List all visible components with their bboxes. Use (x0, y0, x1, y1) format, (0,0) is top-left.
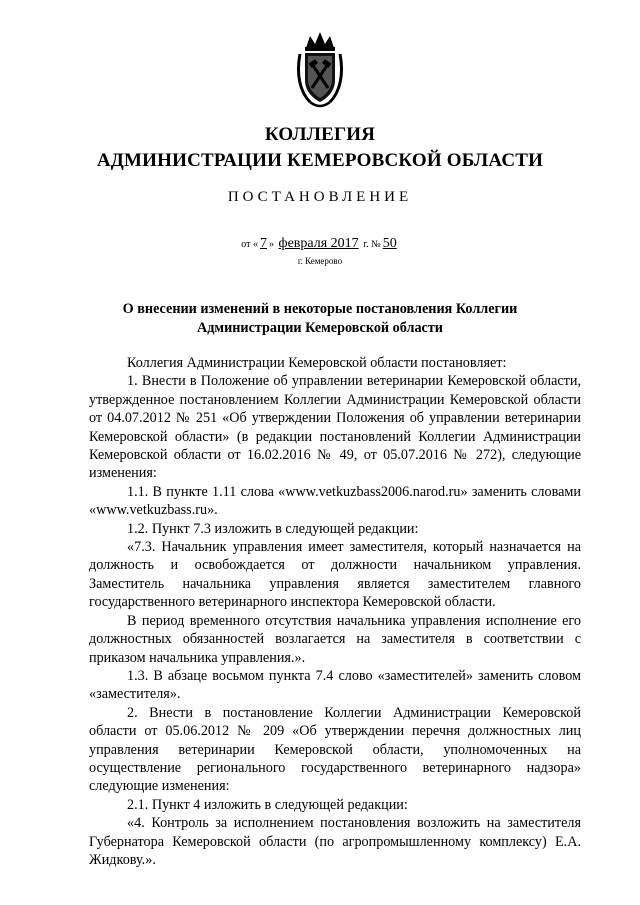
date-line (0, 236, 640, 252)
org-name-line1: КОЛЛЕГИЯ (264, 124, 376, 145)
date-year-suffix: г. (363, 239, 369, 250)
date-sep: » (269, 239, 275, 250)
document-title: О внесении изменений в некоторые постановления Коллегии Администрации Кемеровской области (122, 301, 518, 336)
paragraph: 1.1. В пункте 1.11 слова «www.vetkuzbass2006.narod.ru» заменить словами «www.vetkuzbass.ru». (89, 483, 581, 519)
coat-of-arms-icon (296, 30, 344, 110)
date-month-year: февраля 2017 (278, 236, 359, 251)
paragraph: «4. Контроль за исполнением постановления возложить на заместителя Губернатора Кемеровской области (по агропромышленному комплексу) Е.А. Жидкову.». (89, 815, 581, 868)
document-body (89, 354, 581, 869)
date-from-label: от « (241, 239, 259, 250)
paragraph: 1.2. Пункт 7.3 изложить в следующей редакции: (127, 520, 419, 537)
org-name-line2: АДМИНИСТРАЦИИ КЕМЕРОВСКОЙ ОБЛАСТИ (96, 150, 544, 171)
paragraph: Коллегия Администрации Кемеровской области постановляет: (127, 355, 507, 371)
paragraph: 1.3. В абзаце восьмом пункта 7.4 слово «заместителей» заменить словом «заместителя». (89, 667, 581, 703)
paragraph: 1. Внести в Положение об управлении ветеринарии Кемеровской области, утвержденное постановлением Коллегии Администрации Кемеровской области от 04.07.2012 № 251 «Об утверждении Положения об управлении ветеринарии Кемеровской области» (в редакции постановлений Коллегии Администрации Кемеровской области от 16.02.2016 № 49, от 05.07.2016 № 272), следующие изменения: (89, 373, 581, 482)
number-prefix: № (371, 239, 381, 250)
city-label: г. Кемерово (297, 256, 343, 266)
date-day: 7 (260, 236, 268, 251)
document-number: 50 (382, 236, 397, 251)
paragraph: «7.3. Начальник управления имеет заместителя, который назначается на должность и освобождается от должности начальником управления. Заместитель начальника управления является заместителем главного государственного ветеринарного инспектора Кемеровской области. (89, 539, 581, 611)
paragraph: 2.1. Пункт 4 изложить в следующей редакции: (127, 796, 408, 813)
document-type: ПОСТАНОВЛЕНИЕ (227, 189, 413, 205)
paragraph: В период временного отсутствия начальника управления исполнение его должностных обязанностей возлагается на заместителя в соответствии с приказом начальника управления.». (89, 612, 581, 666)
paragraph: 2. Внести в постановление Коллегии Администрации Кемеровской области от 05.06.2012 № 209 «Об утверждении перечня должностных лиц управления ветеринарии Кемеровской области, уполномоченных на осуществление регионального государственного ветеринарного надзора» следующие изменения: (89, 704, 581, 795)
